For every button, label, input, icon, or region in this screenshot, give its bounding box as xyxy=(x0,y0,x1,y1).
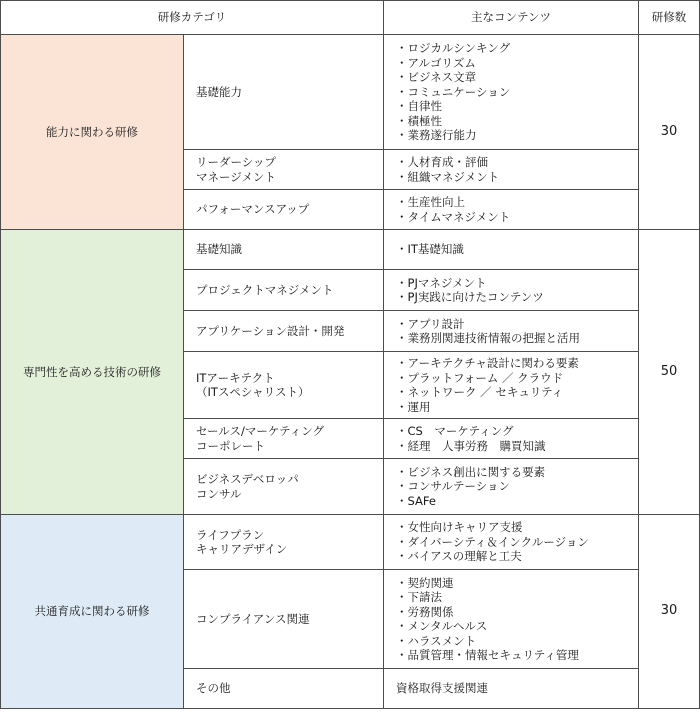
subcategory-cell xyxy=(184,352,384,419)
header-category: 研修カテゴリ xyxy=(1,1,384,35)
contents-cell xyxy=(384,352,639,419)
subcategory-cell xyxy=(184,419,384,459)
category-cell: 専門性を高める技術の研修 xyxy=(1,230,184,515)
header-row xyxy=(1,1,700,35)
content-item: ・タイムマネジメント xyxy=(396,209,511,224)
content-item: ・ダイバーシティ＆インクルージョン xyxy=(396,534,589,549)
subcategory-line: アプリケーション設計・開発 xyxy=(196,323,345,338)
contents-cell xyxy=(384,419,639,459)
content-item: 資格取得支援関連 xyxy=(396,681,489,696)
content-item: ・SAFe xyxy=(396,493,436,508)
count-cell: 30 xyxy=(639,515,700,709)
subcategory-line: セールス/マーケティング xyxy=(196,424,324,438)
subcategory-line: マネージメント xyxy=(196,169,276,184)
subcategory-cell xyxy=(184,230,384,270)
content-item: ・PJ実践に向けたコンテンツ xyxy=(396,290,544,304)
subcategory-line: プロジェクトマネジメント xyxy=(196,282,334,297)
header-count: 研修数 xyxy=(639,1,700,35)
subcategory-line: パフォーマンスアップ xyxy=(196,202,310,217)
subcategory-line: コンプライアンス関連 xyxy=(196,611,310,626)
subcategory-line: コーポレート xyxy=(196,438,265,453)
content-item: ・ハラスメント xyxy=(396,633,477,648)
subcategory-cell xyxy=(184,515,384,570)
contents-cell xyxy=(384,570,639,669)
content-item: ・人材育成・評価 xyxy=(396,155,489,169)
subcategory-line: ITアーキテクト xyxy=(196,370,275,385)
subcategory-line: キャリアデザイン xyxy=(196,542,288,556)
content-item: ・労務関係 xyxy=(396,604,454,619)
contents-cell xyxy=(384,150,639,190)
content-item: ・自律性 xyxy=(396,99,443,114)
subcategory-cell xyxy=(184,669,384,709)
content-item: ・コミュニケーション xyxy=(396,84,511,99)
subcategory-cell xyxy=(184,311,384,352)
contents-cell xyxy=(384,230,639,270)
content-item: ・アーキテクチャ設計に関わる要素 xyxy=(396,356,579,370)
content-item: ・女性向けキャリア支援 xyxy=(396,520,523,535)
contents-cell xyxy=(384,270,639,311)
content-item: ・運用 xyxy=(396,399,431,414)
subcategory-cell xyxy=(184,150,384,190)
contents-cell xyxy=(384,190,639,230)
count-cell: 50 xyxy=(639,230,700,515)
content-item: ・ビジネス文章 xyxy=(396,70,477,85)
content-item: ・メンタルヘルス xyxy=(396,619,488,633)
subcategory-cell xyxy=(184,35,384,150)
content-item: ・業務別関連技術情報の把握と活用 xyxy=(396,331,581,345)
contents-cell xyxy=(384,669,639,709)
content-item: ・アルゴリズム xyxy=(396,55,476,70)
header-contents: 主なコンテンツ xyxy=(384,1,639,35)
subcategory-line: 基礎知識 xyxy=(196,242,242,257)
content-item: ・業務遂行能力 xyxy=(396,128,477,143)
category-cell: 能力に関わる研修 xyxy=(1,35,184,230)
content-item: ・プラットフォーム ／ クラウド xyxy=(396,370,564,385)
content-item: ・アプリ設計 xyxy=(396,316,465,331)
content-item: ・生産性向上 xyxy=(396,195,466,209)
content-item: ・ネットワーク ／ セキュリティ xyxy=(396,385,564,399)
content-item: ・コンサルテーション xyxy=(396,479,510,494)
subcategory-line: その他 xyxy=(196,681,231,696)
content-item: ・バイアスの理解と工夫 xyxy=(396,549,522,564)
subcategory-line: （ITスペシャリスト） xyxy=(196,385,310,399)
subcategory-line: 基礎能力 xyxy=(196,84,242,99)
content-item: ・積極性 xyxy=(396,113,443,128)
table-row xyxy=(1,35,700,150)
content-item: ・経理 人事労務 購買知識 xyxy=(396,438,546,453)
content-item: ・IT基礎知識 xyxy=(396,242,464,257)
content-item: ・ビジネス創出に関する要素 xyxy=(396,464,546,479)
content-item: ・組織マネジメント xyxy=(396,169,500,184)
table-row xyxy=(1,515,700,570)
content-item: ・品質管理・情報セキュリティ管理 xyxy=(396,648,579,662)
subcategory-cell xyxy=(184,570,384,669)
content-item: ・契約関連 xyxy=(396,575,454,590)
subcategory-line: コンサル xyxy=(196,486,242,501)
content-item: ・PJマネジメント xyxy=(396,275,487,290)
contents-cell xyxy=(384,459,639,515)
subcategory-cell xyxy=(184,459,384,515)
content-item: ・下請法 xyxy=(396,590,443,604)
subcategory-line: リーダーシップ xyxy=(196,155,277,169)
table-row xyxy=(1,230,700,270)
content-item: ・ロジカルシンキング xyxy=(396,41,511,56)
contents-cell xyxy=(384,311,639,352)
subcategory-line: ビジネスデベロッパ xyxy=(196,472,299,486)
count-cell: 30 xyxy=(639,35,700,230)
subcategory-line: ライフプラン xyxy=(196,527,265,542)
contents-cell xyxy=(384,515,639,570)
subcategory-cell xyxy=(184,270,384,311)
content-item: ・CS マーケティング xyxy=(396,424,514,438)
category-cell: 共通育成に関わる研修 xyxy=(1,515,184,709)
subcategory-cell xyxy=(184,190,384,230)
contents-cell xyxy=(384,35,639,150)
